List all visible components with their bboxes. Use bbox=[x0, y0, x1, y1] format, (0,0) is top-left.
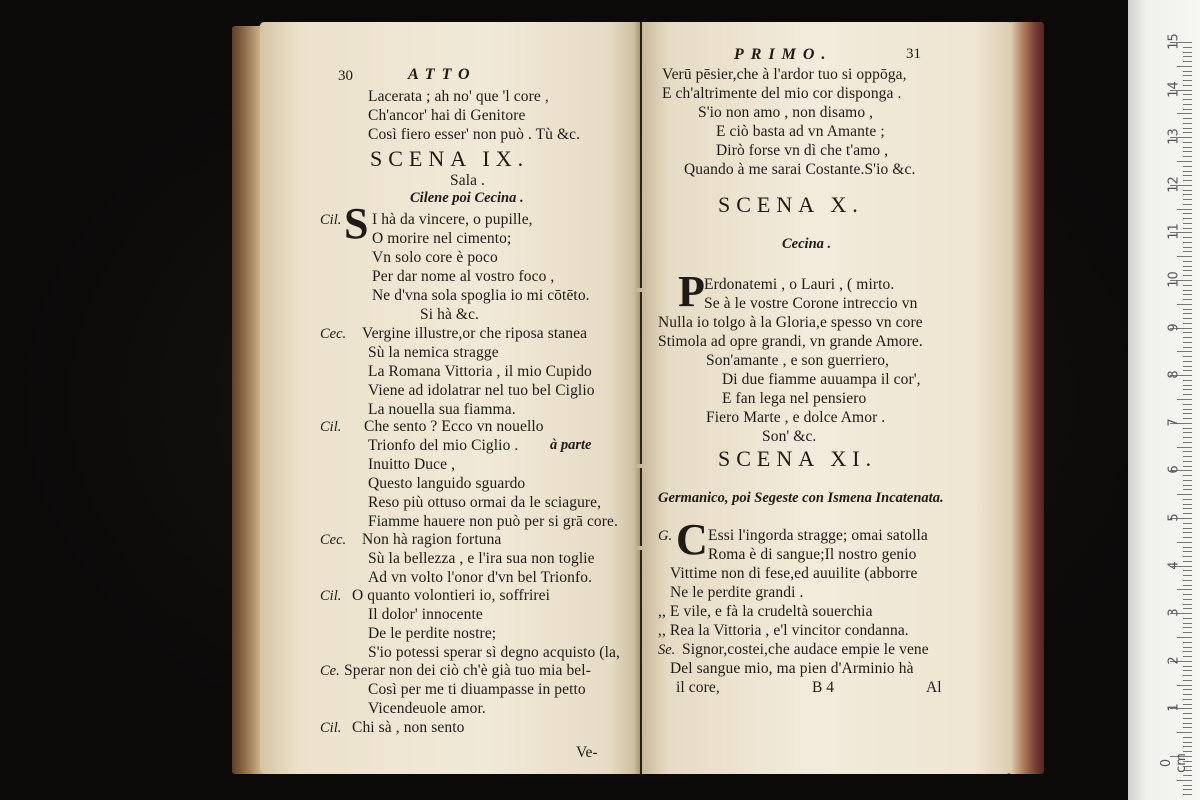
ruler-tick bbox=[1183, 656, 1192, 657]
ruler-tick bbox=[1183, 508, 1192, 509]
ruler-tick bbox=[1183, 670, 1192, 671]
ruler-tick bbox=[1183, 604, 1192, 605]
verse-line: Essi l'ingorda stragge; omai satolla bbox=[708, 527, 928, 544]
left-top-line-1: Lacerata ; ah no' que 'l core , bbox=[368, 88, 549, 105]
ruler-tick bbox=[1183, 608, 1192, 609]
ruler-tick bbox=[1183, 237, 1192, 238]
right-top-line-6: Quando à me sarai Costante.S'io &c. bbox=[684, 161, 916, 178]
ruler-tick bbox=[1183, 370, 1192, 371]
ruler-tick bbox=[1183, 394, 1192, 395]
ruler-tick bbox=[1183, 404, 1192, 405]
ruler-tick bbox=[1177, 304, 1192, 305]
verse-line: il core, bbox=[676, 679, 720, 696]
ruler-tick bbox=[1183, 785, 1192, 786]
ruler-tick bbox=[1183, 61, 1192, 62]
verse-line: Vergine illustre,or che riposa stanea bbox=[362, 325, 588, 342]
ruler-tick bbox=[1183, 142, 1192, 143]
ruler-tick bbox=[1177, 589, 1192, 590]
ruler-tick bbox=[1183, 742, 1192, 743]
ruler-tick bbox=[1183, 432, 1192, 433]
right-catchword: Al bbox=[926, 679, 942, 696]
ruler-tick bbox=[1177, 66, 1192, 67]
ruler-tick bbox=[1183, 347, 1192, 348]
ruler-number: 7 bbox=[1166, 418, 1182, 427]
verse-line: La nouella sua fiamma. bbox=[368, 401, 516, 418]
ruler-tick bbox=[1183, 52, 1192, 53]
verse-line: Ne d'vna sola spoglia io mi cōtēto. bbox=[372, 287, 590, 304]
ruler-tick bbox=[1183, 523, 1192, 524]
ruler-tick bbox=[1183, 575, 1192, 576]
ruler-tick bbox=[1183, 275, 1192, 276]
ruler-tick bbox=[1183, 94, 1192, 95]
verse-line: Vicendeuole amor. bbox=[368, 700, 486, 717]
ruler-tick bbox=[1183, 727, 1192, 728]
ruler-tick bbox=[1183, 651, 1192, 652]
right-page bbox=[642, 22, 1012, 774]
ruler-tick bbox=[1183, 85, 1192, 86]
left-catchword: Ve- bbox=[576, 744, 598, 761]
ruler-tick bbox=[1183, 175, 1192, 176]
ruler-tick bbox=[1183, 366, 1192, 367]
ruler-tick bbox=[1183, 666, 1192, 667]
ruler-tick bbox=[1177, 494, 1192, 495]
right-top-line-4: E ciò basta ad vn Amante ; bbox=[716, 123, 885, 140]
verse-line: Reso più ottuso ormai da le sciagure, bbox=[368, 494, 602, 511]
ruler-tick bbox=[1183, 99, 1192, 100]
drop-cap: P bbox=[678, 267, 705, 316]
ruler-tick bbox=[1183, 699, 1192, 700]
ruler-tick bbox=[1183, 204, 1192, 205]
ruler-tick bbox=[1183, 746, 1192, 747]
verse-line: Fiamme hauere non può per si grā core. bbox=[368, 513, 618, 530]
speaker-label: Cil. bbox=[320, 720, 342, 736]
ruler-tick bbox=[1183, 213, 1192, 214]
ruler-tick bbox=[1183, 80, 1192, 81]
ruler-number: 5 bbox=[1166, 513, 1182, 522]
ruler-number: 11 bbox=[1166, 223, 1182, 241]
ruler-tick bbox=[1183, 270, 1192, 271]
ruler-tick bbox=[1183, 532, 1192, 533]
open-book bbox=[232, 18, 1044, 780]
scene-x-cast: Cecina . bbox=[782, 236, 832, 252]
ruler-tick bbox=[1183, 561, 1192, 562]
ruler-tick bbox=[1183, 247, 1192, 248]
ruler-tick bbox=[1183, 132, 1192, 133]
ruler-tick bbox=[1183, 156, 1192, 157]
scene-ix-title: SCENA IX. bbox=[370, 146, 530, 171]
ruler-tick bbox=[1183, 580, 1192, 581]
ruler-tick bbox=[1183, 199, 1192, 200]
ruler-tick bbox=[1183, 294, 1192, 295]
ruler-tick bbox=[1183, 180, 1192, 181]
ruler-tick bbox=[1183, 266, 1192, 267]
ruler-tick bbox=[1183, 556, 1192, 557]
ruler-number: 4 bbox=[1166, 560, 1182, 570]
signature-mark: B 4 bbox=[812, 679, 834, 696]
ruler-tick bbox=[1177, 685, 1192, 686]
ruler-tick bbox=[1183, 737, 1192, 738]
ruler-tick bbox=[1183, 313, 1192, 314]
scene-ix-setting: Sala . bbox=[450, 172, 486, 189]
ruler-tick bbox=[1183, 489, 1192, 490]
ruler-tick bbox=[1177, 399, 1192, 400]
ruler-tick bbox=[1183, 228, 1192, 229]
ruler-tick bbox=[1183, 75, 1192, 76]
ruler-number: 6 bbox=[1166, 465, 1182, 475]
ruler-tick bbox=[1177, 161, 1192, 162]
ruler-tick bbox=[1183, 251, 1192, 252]
ruler-tick bbox=[1183, 361, 1192, 362]
ruler-tick bbox=[1183, 570, 1192, 571]
ruler-tick bbox=[1183, 337, 1192, 338]
verse-line: Son' &c. bbox=[762, 428, 817, 445]
ruler-tick bbox=[1183, 689, 1192, 690]
ruler-tick bbox=[1183, 475, 1192, 476]
ruler-tick bbox=[1183, 775, 1192, 776]
ruler-tick bbox=[1177, 542, 1192, 543]
ruler-tick bbox=[1177, 447, 1192, 448]
ruler-tick bbox=[1183, 694, 1192, 695]
ruler-tick bbox=[1183, 794, 1192, 795]
ruler-tick bbox=[1183, 109, 1192, 110]
left-top-line-2: Ch'ancor' hai di Genitore bbox=[368, 107, 526, 124]
scene-xi-cast: Germanico, poi Segeste con Ismena Incatenata. bbox=[658, 490, 944, 506]
verse-line: Sù la nemica stragge bbox=[368, 344, 499, 361]
verse-line: Sperar non dei ciò ch'è già tuo mia bel- bbox=[344, 662, 591, 679]
ruler-tick bbox=[1183, 218, 1192, 219]
right-page-number: 31 bbox=[906, 46, 921, 62]
ruler-tick bbox=[1183, 513, 1192, 514]
ruler-tick bbox=[1183, 704, 1192, 705]
ruler-tick bbox=[1183, 171, 1192, 172]
scene-x-title: SCENA X. bbox=[718, 192, 864, 217]
right-top-line-1: Verū pēsier,che à l'ardor tuo si oppōga, bbox=[662, 66, 907, 83]
ruler-number: 15 bbox=[1166, 33, 1182, 50]
ruler-tick bbox=[1183, 332, 1192, 333]
left-page-number: 30 bbox=[338, 68, 353, 84]
speaker-label: Cec. bbox=[320, 326, 347, 342]
ruler-tick bbox=[1183, 261, 1192, 262]
ruler-tick bbox=[1183, 104, 1192, 105]
verse-line: S'io potessi sperar sì degno acquisto (la, bbox=[368, 644, 620, 661]
verse-line: Ne le perdite grandi . bbox=[670, 584, 804, 601]
speaker-label: Ce. bbox=[320, 663, 340, 679]
verse-line: Vn solo core è poco bbox=[372, 249, 498, 266]
verse-line: Son'amante , e son guerriero, bbox=[706, 352, 890, 369]
verse-line: Per dar nome al vostro foco , bbox=[372, 268, 555, 285]
ruler-number: 1 bbox=[1166, 703, 1182, 713]
verse-line: Roma è di sangue;Il nostro genio bbox=[708, 546, 917, 563]
ruler-tick bbox=[1183, 594, 1192, 595]
ruler-tick bbox=[1183, 723, 1192, 724]
ruler-tick bbox=[1183, 342, 1192, 343]
verse-line: Questo languido sguardo bbox=[368, 475, 526, 492]
verse-line: Fiero Marte , e dolce Amor . bbox=[706, 409, 886, 426]
verse-line: Viene ad idolatrar nel tuo bel Ciglio bbox=[368, 382, 595, 399]
ruler-tick bbox=[1177, 113, 1192, 114]
ruler-tick bbox=[1183, 789, 1192, 790]
verse-line: Si hà &c. bbox=[420, 306, 480, 323]
ruler-tick bbox=[1183, 323, 1192, 324]
ruler-tick bbox=[1183, 147, 1192, 148]
right-top-line-2: E ch'altrimente del mio cor disponga . bbox=[662, 85, 902, 102]
ruler-tick bbox=[1183, 680, 1192, 681]
ruler-tick bbox=[1183, 642, 1192, 643]
ruler-tick bbox=[1183, 166, 1192, 167]
speaker-label: Cec. bbox=[320, 532, 347, 548]
ruler-tick bbox=[1183, 437, 1192, 438]
ruler-tick bbox=[1183, 461, 1192, 462]
drop-cap: C bbox=[676, 515, 708, 564]
ruler-tick bbox=[1183, 385, 1192, 386]
ruler-tick bbox=[1183, 418, 1192, 419]
ruler-tick bbox=[1183, 599, 1192, 600]
ruler-tick bbox=[1183, 504, 1192, 505]
verse-line: Di due fiamme auuampa il cor', bbox=[722, 371, 921, 388]
right-top-line-5: Dirò forse vn dì che t'amo , bbox=[716, 142, 889, 159]
speaker-label: Cil. bbox=[320, 419, 342, 435]
ruler-tick bbox=[1183, 413, 1192, 414]
verse-line: Sù la bellezza , e l'ira sua non toglie bbox=[368, 550, 595, 567]
verse-line: Nulla io tolgo à la Gloria,e spesso vn core bbox=[658, 314, 923, 331]
ruler-number: 14 bbox=[1166, 80, 1182, 98]
ruler-tick bbox=[1183, 389, 1192, 390]
right-top-line-3: S'io non amo , non disamo , bbox=[698, 104, 874, 121]
right-running-head: PRIMO. bbox=[734, 46, 833, 63]
ruler-tick bbox=[1183, 409, 1192, 410]
ruler-tick bbox=[1183, 647, 1192, 648]
ruler-tick bbox=[1183, 47, 1192, 48]
verse-line: Del sangue mio, ma pien d'Arminio hà bbox=[670, 660, 914, 677]
verse-line: Che sento ? Ecco vn nouello bbox=[364, 418, 544, 435]
ruler-tick bbox=[1183, 242, 1192, 243]
ruler-tick bbox=[1183, 299, 1192, 300]
ruler-tick bbox=[1183, 190, 1192, 191]
ruler-number: 3 bbox=[1166, 608, 1182, 617]
speaker-label: G. bbox=[658, 528, 673, 544]
speaker-label: Cil. bbox=[320, 212, 342, 228]
ruler-tick bbox=[1183, 627, 1192, 628]
ruler-number: 0 cm bbox=[1159, 753, 1189, 773]
ruler-tick bbox=[1183, 499, 1192, 500]
ruler-tick bbox=[1183, 223, 1192, 224]
ruler-tick bbox=[1177, 209, 1192, 210]
ruler-tick bbox=[1183, 528, 1192, 529]
speaker-label: Cil. bbox=[320, 588, 342, 604]
ruler-tick bbox=[1183, 290, 1192, 291]
scene-xi-title: SCENA XI. bbox=[718, 446, 878, 471]
ruler-number: 2 bbox=[1166, 656, 1182, 665]
ruler-tick bbox=[1183, 713, 1192, 714]
ruler-tick bbox=[1183, 632, 1192, 633]
left-page bbox=[260, 22, 640, 774]
ruler-tick bbox=[1177, 351, 1192, 352]
verse-line: Vittime non di fese,ed auuilite (abborre bbox=[670, 565, 918, 582]
ruler-tick bbox=[1183, 309, 1192, 310]
verse-line: Ad vn volto l'onor d'vn bel Trionfo. bbox=[368, 569, 593, 586]
verse-line: O morire nel cimento; bbox=[372, 230, 512, 247]
ruler-number: 9 bbox=[1166, 322, 1182, 332]
verse-line: O quanto volontieri io, soffrirei bbox=[352, 587, 551, 604]
ruler-tick bbox=[1183, 356, 1192, 357]
ruler-tick bbox=[1183, 537, 1192, 538]
ruler-number: 10 bbox=[1166, 271, 1182, 288]
ruler-tick bbox=[1183, 485, 1192, 486]
ruler-tick bbox=[1177, 256, 1192, 257]
verse-line: Erdonatemi , o Lauri , ( mirto. bbox=[704, 276, 895, 293]
ruler-number: 8 bbox=[1166, 370, 1182, 379]
verse-line: Così per me ti diuampasse in petto bbox=[368, 681, 586, 698]
ruler-tick bbox=[1183, 71, 1192, 72]
verse-line: Signor,costei,che audace empie le vene bbox=[682, 641, 929, 658]
ruler-tick bbox=[1177, 732, 1192, 733]
ruler-tick bbox=[1183, 123, 1192, 124]
ruler-tick bbox=[1183, 480, 1192, 481]
ruler-tick bbox=[1183, 618, 1192, 619]
ruler-tick bbox=[1183, 128, 1192, 129]
ruler-number: 13 bbox=[1166, 128, 1182, 145]
verse-line: Inuitto Duce , bbox=[368, 456, 456, 473]
verse-line: De le perdite nostre; bbox=[368, 625, 497, 642]
ruler-tick bbox=[1183, 451, 1192, 452]
ruler-number: 12 bbox=[1166, 176, 1182, 193]
verse-line: Stimola ad opre grandi, vn grande Amore. bbox=[658, 333, 923, 350]
verse-line: Non hà ragion fortuna bbox=[362, 531, 502, 548]
ruler-tick bbox=[1183, 547, 1192, 548]
ruler-tick bbox=[1183, 151, 1192, 152]
drop-cap: S bbox=[344, 199, 369, 248]
ruler-tick bbox=[1183, 380, 1192, 381]
ruler-tick bbox=[1183, 118, 1192, 119]
ruler-tick bbox=[1183, 585, 1192, 586]
verse-line: La Romana Vittoria , il mio Cupido bbox=[368, 363, 592, 380]
verse-line: Se à le vostre Corone intreccio vn bbox=[704, 295, 918, 312]
ruler-tick bbox=[1183, 623, 1192, 624]
ruler-tick bbox=[1183, 318, 1192, 319]
verse-line: E fan lega nel pensiero bbox=[722, 390, 867, 407]
ruler-tick bbox=[1183, 466, 1192, 467]
ruler-tick bbox=[1183, 194, 1192, 195]
verse-line: Trionfo del mio Ciglio . bbox=[368, 437, 519, 454]
ruler-tick bbox=[1183, 428, 1192, 429]
stage-direction-aside: à parte bbox=[550, 437, 592, 453]
verse-line: ,, Rea la Vittoria , e'l vincitor condanna. bbox=[658, 622, 909, 639]
ruler-tick bbox=[1183, 675, 1192, 676]
verse-line: ,, E vile, e fà la crudeltà souerchia bbox=[658, 603, 873, 620]
left-top-line-3: Così fiero esser' non può . Tù &c. bbox=[368, 126, 581, 143]
ruler-tick bbox=[1183, 718, 1192, 719]
verse-line: I hà da vincere, o pupille, bbox=[372, 211, 533, 228]
left-running-head: ATTO bbox=[408, 66, 477, 83]
ruler-tick bbox=[1177, 780, 1192, 781]
verse-line: Chi sà , non sento bbox=[352, 719, 465, 736]
ruler-tick bbox=[1183, 551, 1192, 552]
ruler-tick bbox=[1183, 442, 1192, 443]
book-cover-right-edge bbox=[1008, 22, 1044, 774]
measuring-ruler bbox=[1128, 0, 1200, 800]
speaker-label: Se. bbox=[658, 642, 676, 658]
ruler-tick bbox=[1183, 285, 1192, 286]
ruler-tick bbox=[1183, 56, 1192, 57]
ruler-tick bbox=[1177, 637, 1192, 638]
ruler-tick bbox=[1183, 456, 1192, 457]
verse-line: Il dolor' innocente bbox=[368, 606, 483, 623]
scene-ix-cast: Cilene poi Cecina . bbox=[410, 190, 524, 206]
